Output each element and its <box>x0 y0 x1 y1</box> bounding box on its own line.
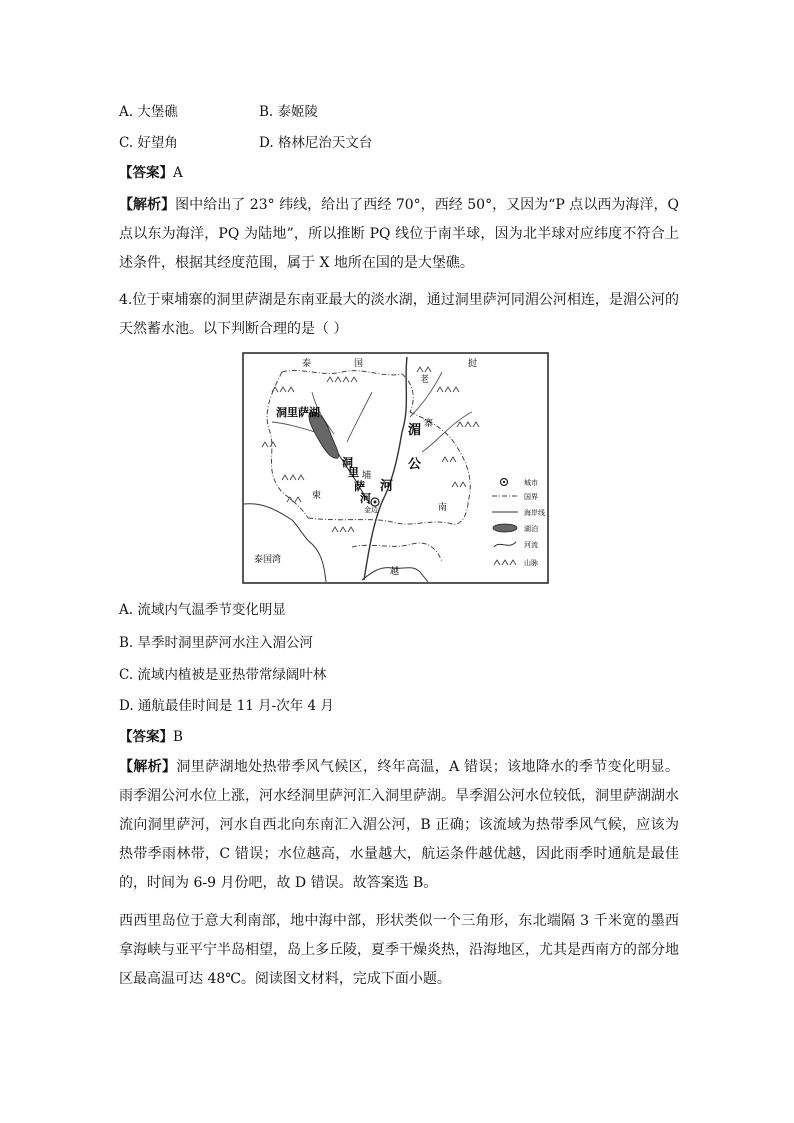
label-guo: 国 <box>354 359 364 369</box>
analysis-text: 图中给出了 23° 纬线，给出了西经 70°，西经 50°，又因为“P 点以西为海洋，Q 点以东为海洋，PQ 为陆地”，所以推断 PQ 线位于南半球，因为北半球对应纬度不符合上述条件，根据其经度范围，属于 X 地所在国的是大堡礁。 <box>119 197 680 271</box>
label-tai: 泰 <box>302 359 312 369</box>
legend-city: 城市 <box>524 479 538 487</box>
q4-answer <box>119 727 183 747</box>
legend-lake: 湖泊 <box>524 525 538 533</box>
label-li: 里 <box>348 466 359 479</box>
label-wo: 挝 <box>468 359 478 369</box>
answer-value: A <box>173 165 183 181</box>
label-gong: 公 <box>408 457 422 472</box>
label-yue: 越 <box>390 567 400 577</box>
answer-tag: 【答案】 <box>119 165 173 181</box>
label-jinbian: 金边 <box>364 506 378 514</box>
q3-analysis <box>119 191 679 278</box>
label-he: 河 <box>380 479 394 494</box>
label-sai: 寨 <box>424 419 434 429</box>
label-lao: 老 <box>420 375 430 385</box>
q4-stem: 4.位于柬埔寨的洞里萨湖是东南亚最大的淡水湖，通过洞里萨河同湄公河相连，是湄公河的天然蓄水池。以下判断合理的是（ ） <box>119 292 679 337</box>
answer-tag: 【答案】 <box>119 729 173 745</box>
label-dong: 洞 <box>342 456 353 469</box>
analysis-tag: 【解析】 <box>119 197 176 213</box>
legend-mountain: 山脉 <box>524 559 538 567</box>
q3-option-d: D. 格林尼治天文台 <box>259 135 373 151</box>
analysis-tag: 【解析】 <box>119 759 177 775</box>
q4-option-a: A. 流域内气温季节变化明显 <box>119 602 286 618</box>
analysis-text: 洞里萨湖地处热带季风气候区，终年高温，A 错误；该地降水的季节变化明显。雨季湄公河水位上涨，河水经洞里萨河汇入洞里萨湖。旱季湄公河水位较低，洞里萨湖湖水流向洞里萨河，河水自西北向东南汇入湄公河，B 正确；该流域为热带季风气候，应该为热带季雨林带，C 错误；水位越高，水量越大，航运条件越优越，因此雨季时通航是最佳的，时间为 6-9 月份吧，故 D 错误。故答案选 B。 <box>119 759 680 891</box>
label-mei: 湄 <box>408 423 422 438</box>
label-jian: 柬 <box>312 491 322 501</box>
label-pu: 埔 <box>362 471 372 481</box>
legend-river: 河流 <box>524 541 538 549</box>
q4-option-b: B. 旱季时洞里萨河水注入湄公河 <box>119 635 314 651</box>
mekong-map <box>242 352 549 584</box>
q4-analysis <box>119 753 679 898</box>
label-nan: 南 <box>438 503 448 513</box>
q3-option-b: B. 泰姬陵 <box>259 104 319 120</box>
q4-option-c: C. 流域内植被是亚热带常绿阔叶林 <box>119 667 327 683</box>
label-lake: 洞里萨湖 <box>276 406 320 419</box>
legend-coast: 海岸线 <box>524 509 545 517</box>
q3-answer <box>119 163 183 183</box>
label-he2: 河 <box>360 492 371 505</box>
q3-option-a: A. 大堡礁 <box>119 104 178 120</box>
sicily-passage: 西西里岛位于意大利南部，地中海中部，形状类似一个三角形，东北端隔 3 千米宽的墨西拿海峡与亚平宁半岛相望，岛上多丘陵，夏季干燥炎热，沿海地区，尤其是西南方的部分地区最高温可达 48℃。阅读图文材料，完成下面小题。 <box>119 913 679 987</box>
q4-option-d: D. 通航最佳时间是 11 月-次年 4 月 <box>119 698 334 714</box>
label-sa: 萨 <box>354 480 365 493</box>
q3-option-c: C. 好望角 <box>119 135 178 151</box>
map-frame <box>243 353 548 583</box>
label-gulf: 泰国湾 <box>254 555 282 565</box>
answer-value: B <box>173 729 183 745</box>
legend-border: 国界 <box>524 493 538 501</box>
